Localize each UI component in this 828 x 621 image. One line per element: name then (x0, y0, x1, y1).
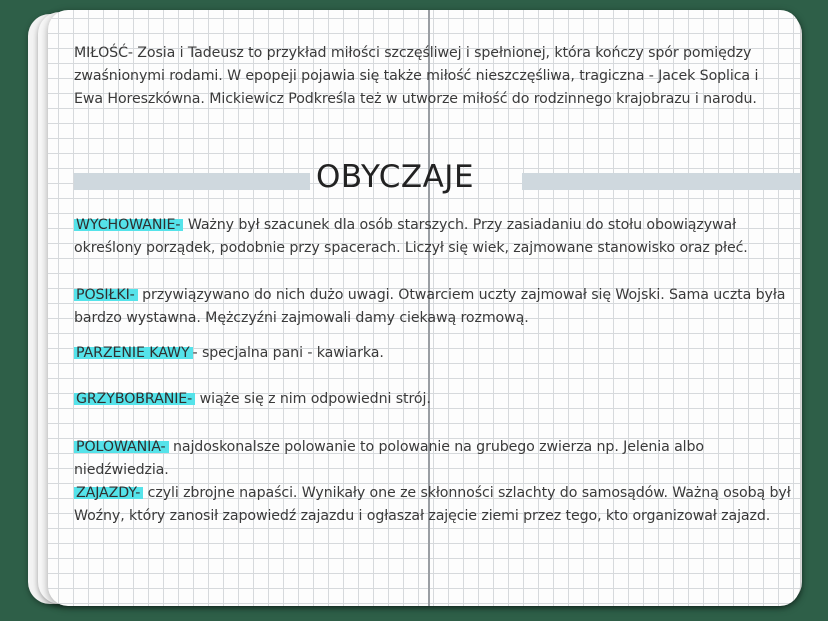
term-highlight: POLOWANIA- (74, 439, 169, 455)
section-polowania (74, 436, 799, 482)
heading-bar-right (522, 173, 800, 190)
term-highlight: ZAJAZDY- (74, 485, 143, 501)
section-posilki (74, 284, 799, 330)
section-grzybobranie (74, 388, 799, 411)
notebook-page (48, 10, 800, 606)
section-text: czyli zbrojne napaści. Wynikały one ze skłonności szlachty do samosądów. Ważną osobą był (143, 485, 791, 501)
term-highlight: WYCHOWANIE- (74, 217, 183, 233)
section-text: Ważny był szacunek dla osób starszych. Przy zasiadaniu do stołu obowiązywał (183, 217, 737, 233)
term-highlight: PARZENIE KAWY (74, 345, 193, 361)
section-text: wiąże się z nim odpowiedni strój. (195, 391, 431, 407)
term-highlight: GRZYBOBRANIE- (74, 391, 195, 407)
term-highlight: POSIŁKI- (74, 287, 138, 303)
heading-bar-left (74, 173, 310, 190)
section-parzenie-kawy (74, 342, 799, 365)
section-text: - specjalna pani - kawiarka. (192, 345, 384, 361)
section-text: określony porządek, podobnie przy spacerach. Liczył się wiek, zajmowane stanowisko oraz płeć. (74, 240, 748, 256)
intro-paragraph (74, 42, 799, 111)
intro-line-2: zwaśnionymi rodami. W epopeji pojawia się także miłość nieszczęśliwa, tragiczna - Jacek Soplica i (74, 68, 759, 84)
section-wychowanie (74, 214, 799, 260)
section-text: bardzo wystawna. Mężczyźni zajmowali damy ciekawą rozmową. (74, 310, 529, 326)
section-text: Woźny, który zanosił zapowiedź zajazdu i ogłaszał zajęcie ziemi przez tego, kto organizował zajazd. (74, 508, 771, 524)
intro-line-1: MIŁOŚĆ- Zosia i Tadeusz to przykład miłości szczęśliwej i spełnionej, która kończy spór pomiędzy (74, 45, 752, 61)
section-text: przywiązywano do nich dużo uwagi. Otwarciem uczty zajmował się Wojski. Sama uczta była (137, 287, 786, 303)
intro-line-3: Ewa Horeszkówna. Mickiewicz Podkreśla też w utworze miłość do rodzinnego krajobrazu i narodu. (74, 91, 757, 107)
section-heading-row (74, 155, 799, 199)
section-text: najdoskonalsze polowanie to polowanie na grubego zwierza np. Jelenia albo niedźwiedzia. (74, 439, 705, 478)
section-zajazdy (74, 482, 799, 528)
section-heading: OBYCZAJE (316, 159, 475, 195)
